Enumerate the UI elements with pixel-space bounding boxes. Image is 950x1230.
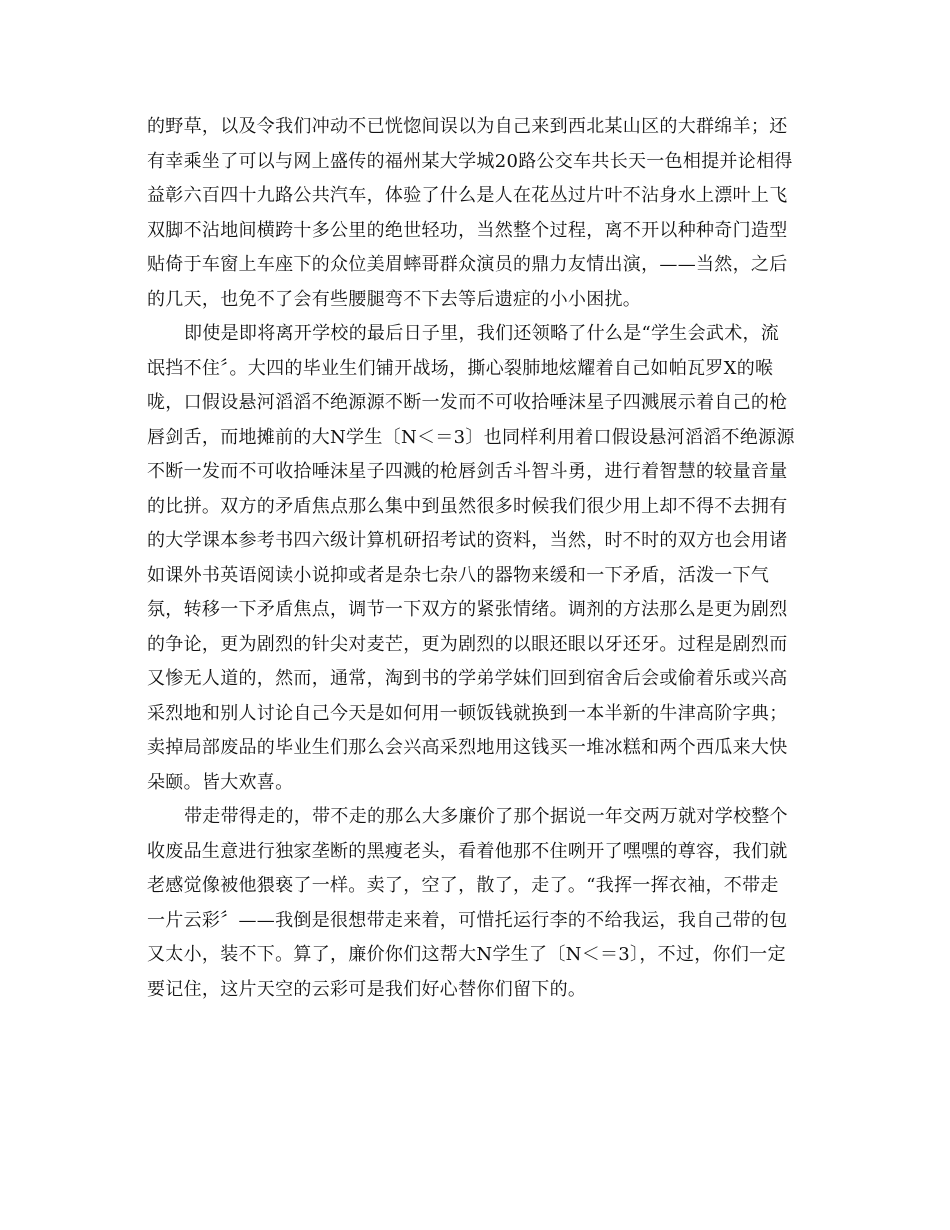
document-body — [147, 110, 807, 1007]
text-line: 的几天，也免不了会有些腰腿弯不下去等后遗症的小小困扰。 — [147, 288, 642, 310]
text-line: 朵颐。皆大欢喜。 — [147, 771, 294, 793]
text-line: 贴倚于车窗上车座下的众位美眉蟀哥群众演员的鼎力友情出演，——当然，之后 — [147, 254, 788, 275]
text-line: 的比拼。双方的矛盾焦点那么集中到虽然很多时候我们很少用上却不得不去拥有 — [147, 495, 788, 517]
text-line: 有幸乘坐了可以与网上盛传的福州某大学城20路公交车共长天一色相提并论相得 — [147, 150, 793, 172]
paragraph-1 — [147, 110, 807, 317]
text-line: 不断一发而不可收拾唾沫星子四溅的枪唇剑舌斗智斗勇，进行着智慧的较量音量 — [147, 461, 788, 482]
text-line: 采烈地和别人讨论自己今天是如何用一顿饭钱就换到一本半新的牛津高阶字典； — [147, 702, 788, 724]
text-line: 氓挡不住〞。大四的毕业生们铺开战场，撕心裂肺地炫耀着自己如帕瓦罗X的喉 — [147, 357, 774, 379]
text-line: 益彰六百四十九路公共汽车，体验了什么是人在花丛过片叶不沾身水上漂叶上飞 — [147, 185, 788, 206]
text-line: 又惨无人道的，然而，通常，淘到书的学弟学妹们回到宿舍后会或偷着乐或兴高 — [147, 668, 788, 689]
text-line: 一片云彩〞——我倒是很想带走来着，可惜托运行李的不给我运，我自己带的包 — [147, 909, 788, 931]
text-line: 双脚不沾地间横跨十多公里的绝世轻功，当然整个过程，离不开以种种奇门造型 — [147, 219, 788, 241]
text-line: 卖掉局部废品的毕业生们那么会兴高采烈地用这钱买一堆冰糕和两个西瓜来大快 — [147, 737, 788, 758]
text-line: 带走带得走的，带不走的那么大多廉价了那个据说一年交两万就对学校整个 — [184, 806, 788, 827]
text-line: 即使是即将离开学校的最后日子里，我们还领略了什么是“学生会武术，流 — [184, 323, 780, 344]
text-line: 要记住，这片天空的云彩可是我们好心替你们留下的。 — [147, 978, 587, 1000]
text-line: 又太小，装不下。算了，廉价你们这帮大N学生了〔N＜＝3〕，不过，你们一定 — [147, 944, 786, 965]
text-line: 老感觉像被他猥亵了一样。卖了，空了，散了，走了。“我挥一挥衣袖，不带走 — [147, 875, 779, 896]
text-line: 的大学课本参考书四六级计算机研招考试的资料，当然，时不时的双方也会用诸 — [147, 530, 788, 551]
paragraph-3 — [147, 800, 807, 1007]
text-line: 咙，口假设悬河滔滔不绝源源不断一发而不可收拾唾沫星子四溅展示着自己的枪 — [147, 392, 788, 413]
text-line: 收废品生意进行独家垄断的黑瘦老头，看着他那不住咧开了嘿嘿的尊容，我们就 — [147, 840, 788, 862]
text-line: 的野草，以及令我们冲动不已恍惚间误以为自己来到西北某山区的大群绵羊；还 — [147, 116, 788, 137]
paragraph-2 — [147, 317, 807, 800]
text-line: 的争论，更为剧烈的针尖对麦芒，更为剧烈的以眼还眼以牙还牙。过程是剧烈而 — [147, 633, 788, 655]
text-line: 氛，转移一下矛盾焦点，调节一下双方的紧张情绪。调剂的方法那么是更为剧烈 — [147, 599, 788, 620]
text-line: 唇剑舌，而地摊前的大N学生〔N＜＝3〕也同样利用着口假设悬河滔滔不绝源源 — [147, 426, 795, 448]
text-line: 如课外书英语阅读小说抑或者是杂七杂八的器物来缓和一下矛盾，活泼一下气 — [147, 564, 770, 586]
